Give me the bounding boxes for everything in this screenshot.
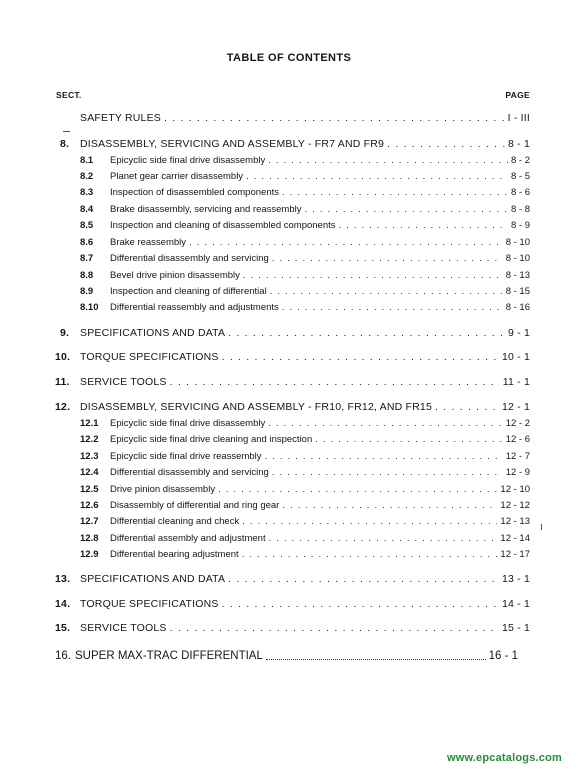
toc-entry-label: Inspection and cleaning of disassembled components bbox=[110, 220, 336, 231]
toc-entry-number: 8. bbox=[60, 138, 70, 150]
toc-entry-label: Inspection and cleaning of differential bbox=[110, 286, 267, 297]
toc-entry-page: 15 - 1 bbox=[501, 622, 530, 634]
toc-entry-page: 8 - 8 bbox=[510, 204, 530, 215]
dot-leader bbox=[268, 418, 502, 429]
toc-entry-12-6[interactable] bbox=[80, 500, 530, 511]
dot-leader bbox=[242, 516, 497, 527]
toc-entry-number: 12. bbox=[55, 401, 71, 413]
toc-entry-page: 8 - 16 bbox=[505, 302, 530, 313]
toc-entry-label: Differential bearing adjustment bbox=[110, 549, 239, 560]
dot-leader bbox=[242, 549, 498, 560]
dot-leader bbox=[339, 220, 508, 231]
toc-entry-page: 11 - 1 bbox=[502, 376, 530, 388]
dot-leader bbox=[222, 351, 499, 363]
toc-entry-section-14[interactable] bbox=[55, 598, 530, 610]
dot-leader bbox=[387, 138, 505, 150]
toc-entry-label: SERVICE TOOLS bbox=[80, 376, 167, 388]
toc-entry-8-10[interactable] bbox=[80, 302, 530, 313]
dot-leader bbox=[243, 270, 503, 281]
watermark-url: www.epcatalogs.com bbox=[446, 752, 562, 764]
toc-entry-section-15[interactable] bbox=[55, 622, 530, 634]
toc-entry-page: 12 - 7 bbox=[505, 451, 530, 462]
toc-entry-number: 12.5 bbox=[80, 484, 99, 495]
toc-entry-page: 8 - 1 bbox=[507, 138, 530, 150]
toc-entry-label: Disassembly of differential and ring gear bbox=[110, 500, 280, 511]
toc-entry-8-4[interactable] bbox=[80, 204, 530, 215]
toc-entry-8-9[interactable] bbox=[80, 286, 530, 297]
dot-leader bbox=[265, 451, 503, 462]
toc-entry-label: Differential disassembly and servicing bbox=[110, 467, 269, 478]
toc-entry-page: 12 - 6 bbox=[505, 434, 530, 445]
toc-entry-number: 8.4 bbox=[80, 204, 94, 215]
toc-entry-12-4[interactable] bbox=[80, 467, 530, 478]
toc-entry-label: Epicyclic side final drive disassembly bbox=[110, 155, 266, 166]
toc-entry-label: Inspection of disassembled components bbox=[110, 187, 279, 198]
toc-entry-label: DISASSEMBLY, SERVICING AND ASSEMBLY - FR10, FR12, AND FR15 bbox=[80, 401, 432, 413]
toc-entry-label: Bevel drive pinion disassembly bbox=[110, 270, 240, 281]
toc-entry-number: 8.3 bbox=[80, 187, 94, 198]
dot-leader bbox=[282, 187, 508, 198]
toc-entry-number: 9. bbox=[60, 327, 70, 339]
toc-entry-number: 11. bbox=[55, 376, 70, 388]
toc-entry-number: 8.9 bbox=[80, 286, 94, 297]
dot-leader bbox=[170, 622, 499, 634]
dot-leader bbox=[268, 155, 508, 166]
toc-entry-label: TORQUE SPECIFICATIONS bbox=[80, 351, 219, 363]
toc-entry-section-12[interactable] bbox=[55, 401, 530, 413]
toc-entry-page: I - III bbox=[507, 112, 530, 124]
toc-entry-number: 12.2 bbox=[80, 434, 99, 445]
toc-entry-page: 8 - 10 bbox=[505, 253, 530, 264]
toc-entry-page: 12 - 14 bbox=[500, 533, 530, 544]
dot-leader bbox=[282, 302, 503, 313]
dot-leader bbox=[228, 327, 505, 339]
toc-entry-12-5[interactable] bbox=[80, 484, 530, 495]
toc-entry-section-10[interactable] bbox=[55, 351, 530, 363]
toc-entry-12-2[interactable] bbox=[80, 434, 530, 445]
toc-entry-page: 12 - 10 bbox=[500, 484, 530, 495]
dot-leader bbox=[270, 286, 503, 297]
dot-leader bbox=[228, 573, 499, 585]
dot-leader bbox=[304, 204, 508, 215]
toc-entry-8-7[interactable] bbox=[80, 253, 530, 264]
toc-entry-number: 12.9 bbox=[80, 549, 99, 560]
toc-entry-label: TORQUE SPECIFICATIONS bbox=[80, 598, 219, 610]
dot-leader bbox=[315, 434, 502, 445]
toc-entry-page: 12 - 12 bbox=[500, 500, 530, 511]
toc-entry-section-9[interactable] bbox=[60, 327, 530, 339]
toc-entry-12-9[interactable] bbox=[80, 549, 530, 560]
toc-entry-page: 12 - 2 bbox=[505, 418, 530, 429]
toc-entry-number: 8.2 bbox=[80, 171, 94, 182]
toc-entry-page: 14 - 1 bbox=[501, 598, 530, 610]
toc-entry-number: 16. bbox=[55, 650, 71, 662]
dot-leader bbox=[269, 533, 498, 544]
toc-entry-8-3[interactable] bbox=[80, 187, 530, 198]
toc-entry-label: SPECIFICATIONS AND DATA bbox=[80, 327, 226, 339]
toc-entry-page: 10 - 1 bbox=[501, 351, 530, 363]
toc-entry-section-8[interactable] bbox=[60, 138, 530, 150]
toc-entry-number: 8.10 bbox=[80, 302, 99, 313]
toc-entry-label: Differential disassembly and servicing bbox=[110, 253, 269, 264]
toc-entry-page: 13 - 1 bbox=[501, 573, 530, 585]
toc-entry-section-11[interactable] bbox=[55, 376, 530, 388]
toc-entry-label: SUPER MAX-TRAC DIFFERENTIAL bbox=[75, 650, 263, 662]
toc-entry-page: 16 - 1 bbox=[488, 650, 518, 662]
toc-entry-number: 8.7 bbox=[80, 253, 94, 264]
toc-entry-page: 8 - 13 bbox=[505, 270, 530, 281]
toc-entry-safety-rules[interactable] bbox=[80, 112, 530, 124]
toc-entry-page: 8 - 10 bbox=[505, 237, 530, 248]
toc-entry-8-8[interactable] bbox=[80, 270, 530, 281]
toc-entry-number: 13. bbox=[55, 573, 71, 585]
toc-entry-page: 8 - 9 bbox=[510, 220, 530, 231]
toc-entry-12-3[interactable] bbox=[80, 451, 530, 462]
dot-leader bbox=[435, 401, 499, 413]
toc-entry-number: 12.4 bbox=[80, 467, 99, 478]
toc-entry-label: DISASSEMBLY, SERVICING AND ASSEMBLY - FR7 AND FR9 bbox=[80, 138, 385, 150]
page-title: TABLE OF CONTENTS bbox=[226, 52, 352, 64]
dot-leader bbox=[222, 598, 499, 610]
toc-entry-8-2[interactable] bbox=[80, 171, 530, 182]
toc-entry-page: 12 - 9 bbox=[505, 467, 530, 478]
toc-entry-label: Differential cleaning and check bbox=[110, 516, 240, 527]
toc-entry-label: Differential assembly and adjustment bbox=[110, 533, 266, 544]
toc-entry-page: 9 - 1 bbox=[507, 327, 530, 339]
toc-entry-number: 14. bbox=[55, 598, 71, 610]
toc-entry-label: SAFETY RULES bbox=[80, 112, 161, 124]
toc-entry-number: 12.8 bbox=[80, 533, 99, 544]
toc-entry-page: 8 - 15 bbox=[505, 286, 530, 297]
toc-entry-label: Epicyclic side final drive disassembly bbox=[110, 418, 266, 429]
toc-entry-number: 8.6 bbox=[80, 237, 94, 248]
toc-entry-number: 12.1 bbox=[80, 418, 99, 429]
dot-leader bbox=[272, 467, 503, 478]
dot-leader bbox=[164, 112, 505, 124]
scan-mark bbox=[63, 131, 70, 132]
toc-entry-12-7[interactable] bbox=[80, 516, 530, 527]
toc-entry-section-16[interactable] bbox=[55, 650, 518, 662]
dot-leader bbox=[246, 171, 508, 182]
toc-entry-number: 12.6 bbox=[80, 500, 99, 511]
dot-leader bbox=[189, 237, 503, 248]
sect-column-header: SECT. bbox=[56, 90, 82, 100]
toc-entry-page: 12 - 1 bbox=[501, 401, 530, 413]
toc-entry-number: 15. bbox=[55, 622, 71, 634]
toc-entry-8-1[interactable] bbox=[80, 155, 530, 166]
toc-entry-number: 10. bbox=[55, 351, 71, 363]
toc-entry-number: 12.3 bbox=[80, 451, 99, 462]
toc-entry-page: 12 - 13 bbox=[500, 516, 530, 527]
toc-entry-label: Planet gear carrier disassembly bbox=[110, 171, 244, 182]
toc-entry-number: 12.7 bbox=[80, 516, 99, 527]
toc-entry-label: SERVICE TOOLS bbox=[80, 622, 167, 634]
toc-entry-12-8[interactable] bbox=[80, 533, 530, 544]
page-column-header: PAGE bbox=[505, 90, 530, 100]
toc-entry-page: 8 - 2 bbox=[510, 155, 530, 166]
toc-entry-number: 8.8 bbox=[80, 270, 94, 281]
dot-leader bbox=[218, 484, 497, 495]
toc-entry-12-1[interactable] bbox=[80, 418, 530, 429]
dot-leader bbox=[170, 376, 500, 388]
toc-entry-label: Drive pinion disassembly bbox=[110, 484, 216, 495]
dot-leader bbox=[266, 659, 486, 660]
toc-entry-8-5[interactable] bbox=[80, 220, 530, 231]
scan-mark bbox=[541, 524, 542, 530]
toc-entry-page: 8 - 6 bbox=[510, 187, 530, 198]
toc-entry-page: 12 - 17 bbox=[500, 549, 530, 560]
toc-entry-number: 8.1 bbox=[80, 155, 94, 166]
dot-leader bbox=[282, 500, 497, 511]
toc-entry-label: Epicyclic side final drive cleaning and inspection bbox=[110, 434, 313, 445]
toc-entry-number: 8.5 bbox=[80, 220, 94, 231]
toc-entry-label: SPECIFICATIONS AND DATA bbox=[80, 573, 226, 585]
dot-leader bbox=[272, 253, 503, 264]
toc-entry-page: 8 - 5 bbox=[510, 171, 530, 182]
toc-entry-label: Brake disassembly, servicing and reassembly bbox=[110, 204, 302, 215]
toc-entry-label: Brake reassembly bbox=[110, 237, 187, 248]
toc-entry-label: Epicyclic side final drive reassembly bbox=[110, 451, 262, 462]
toc-entry-label: Differential reassembly and adjustments bbox=[110, 302, 279, 313]
toc-entry-section-13[interactable] bbox=[55, 573, 530, 585]
toc-entry-8-6[interactable] bbox=[80, 237, 530, 248]
